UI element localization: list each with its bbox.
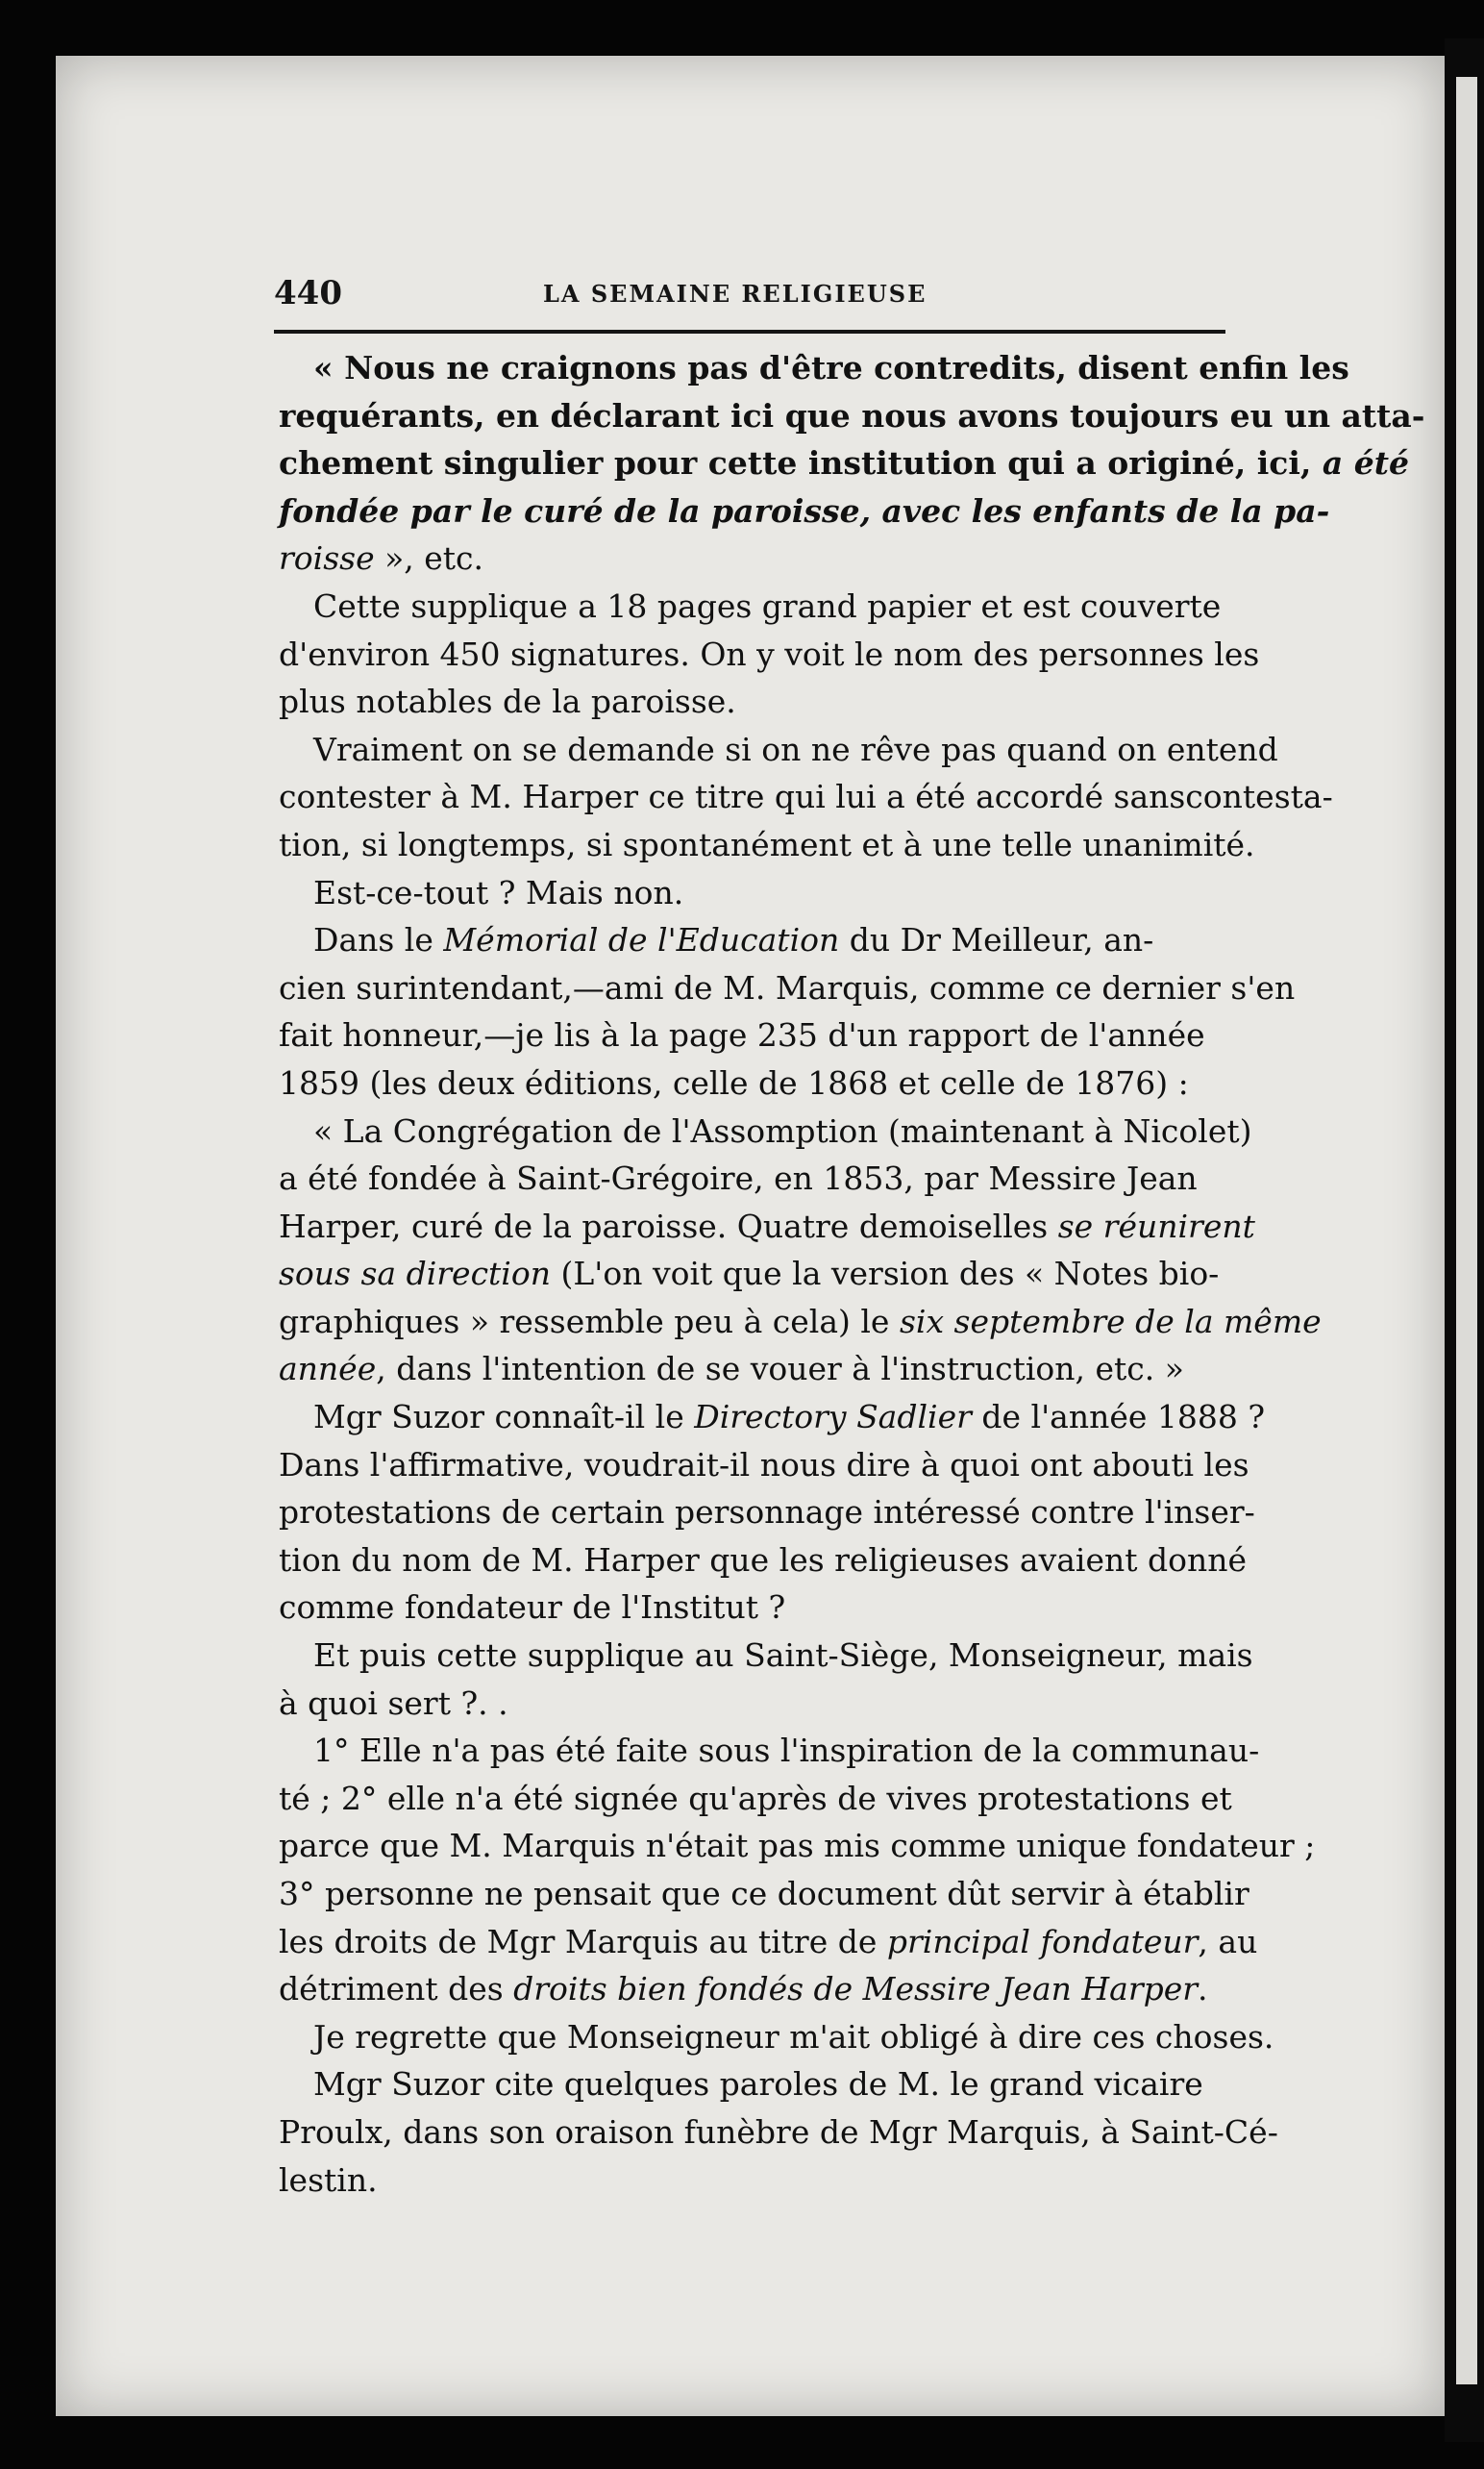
text-run: protestations de certain personnage intéressé contre l'inser- (279, 1493, 1255, 1532)
text-line (279, 2060, 1249, 2108)
italic-text: principal fondateur (886, 1922, 1199, 1960)
text-line (279, 1108, 1252, 1156)
text-line (279, 821, 1255, 869)
text-line (279, 869, 1249, 917)
text-run: Est-ce-tout ? Mais non. (313, 873, 684, 911)
adjacent-page-edge (1445, 38, 1484, 2442)
text-line (279, 916, 1249, 964)
text-line (279, 1011, 1249, 1060)
italic-text: année (279, 1350, 377, 1388)
text-line (279, 1250, 1249, 1298)
text-line (279, 1536, 1249, 1584)
text-line (279, 1918, 1258, 1966)
text-line (279, 1203, 1255, 1251)
text-line (279, 964, 1296, 1012)
text-line (279, 2013, 1274, 2061)
text-line (279, 392, 1425, 440)
text-run: Harper, curé de la paroisse. Quatre demoiselles (279, 1207, 1058, 1245)
text-line (279, 439, 1409, 487)
italic-text: Directory Sadlier (694, 1398, 972, 1436)
running-title: LA SEMAINE RELIGIEUSE (543, 280, 928, 308)
text-line (279, 1345, 1249, 1393)
text-line (279, 678, 1249, 726)
text-line (279, 726, 1278, 774)
text-run: tion du nom de M. Harper que les religieuses avaient donné (279, 1540, 1248, 1579)
italic-text: fondée par le curé de la paroisse, avec les enfants de la pa- (279, 491, 1330, 530)
text-line (279, 1298, 1322, 1346)
text-run: de l'année 1888 ? (971, 1398, 1266, 1436)
text-line (279, 1775, 1249, 1823)
italic-text: Mémorial de l'Education (443, 921, 840, 960)
text-run: graphiques » ressemble peu à cela) le (279, 1302, 900, 1340)
text-run: chement singulier pour cette institution qui a originé, ici, (279, 444, 1323, 483)
text-line (279, 583, 1249, 631)
text-run: 1° Elle n'a pas été faite sous l'inspiration de la communau- (313, 1732, 1260, 1770)
text-line (279, 1727, 1260, 1775)
text-run: détriment des (279, 1970, 514, 2008)
text-run: d'environ 450 signatures. On y voit le nom des personnes les (279, 635, 1260, 673)
text-line (279, 1393, 1266, 1441)
body-text (279, 344, 1425, 2204)
header-rule (274, 330, 1225, 334)
text-line (279, 773, 1333, 821)
text-line (279, 1965, 1249, 2013)
text-line (279, 1822, 1316, 1870)
italic-text: sous sa direction (279, 1255, 551, 1293)
italic-text: a été (1322, 444, 1409, 483)
text-line (279, 1632, 1253, 1680)
text-run: Je regrette que Monseigneur m'ait obligé à dire ces choses. (313, 2017, 1274, 2056)
text-run: », etc. (374, 539, 484, 578)
text-run: , au (1198, 1922, 1258, 1960)
text-line (279, 2157, 1249, 2205)
text-run: Vraiment on se demande si on ne rêve pas quand on entend (313, 730, 1278, 768)
text-run: Dans le (313, 921, 444, 960)
text-line (279, 631, 1260, 679)
text-line (279, 1870, 1249, 1918)
text-line (279, 535, 1249, 583)
text-run: contester à M. Harper ce titre qui lui a été accordé sanscontesta- (279, 778, 1333, 816)
text-line (279, 1584, 1249, 1632)
text-run: Proulx, dans son oraison funèbre de Mgr Marquis, à Saint-Cé- (279, 2112, 1278, 2151)
text-run: à quoi sert ?. . (279, 1683, 508, 1722)
text-run: , dans l'intention de se vouer à l'instruction, etc. » (376, 1350, 1184, 1388)
text-run: lestin. (279, 2160, 378, 2199)
text-run: . (1198, 1970, 1208, 2008)
text-run: Mgr Suzor cite quelques paroles de M. le grand vicaire (313, 2065, 1203, 2104)
text-run: du Dr Meilleur, an- (839, 921, 1154, 960)
page-header (274, 274, 1225, 322)
text-line (279, 1488, 1255, 1536)
text-run: cien surintendant,—ami de M. Marquis, comme ce dernier s'en (279, 968, 1296, 1007)
text-line (279, 2108, 1278, 2157)
page-number: 440 (274, 274, 342, 312)
text-run: comme fondateur de l'Institut ? (279, 1588, 786, 1627)
text-run: les droits de Mgr Marquis au titre de (279, 1922, 887, 1960)
text-run: tion, si longtemps, si spontanément et à une telle unanimité. (279, 825, 1255, 863)
italic-text: droits bien fondés de Messire Jean Harper (513, 1970, 1199, 2008)
text-line (279, 1155, 1249, 1203)
text-run: 1859 (les deux éditions, celle de 1868 et celle de 1876) : (279, 1063, 1189, 1102)
text-run: Et puis cette supplique au Saint-Siège, Monseigneur, mais (313, 1636, 1253, 1675)
text-run: (L'on voit que la version des « Notes bio- (550, 1255, 1220, 1293)
italic-text: roisse (279, 539, 375, 578)
text-run: Mgr Suzor connaît-il le (313, 1398, 695, 1436)
text-run: plus notables de la paroisse. (279, 683, 736, 721)
text-line (279, 1060, 1249, 1108)
text-line (279, 344, 1349, 392)
text-run: a été fondée à Saint-Grégoire, en 1853, par Messire Jean (279, 1160, 1198, 1198)
text-run: « La Congrégation de l'Assomption (maintenant à Nicolet) (313, 1111, 1252, 1150)
text-run: parce que M. Marquis n'était pas mis comme unique fondateur ; (279, 1827, 1316, 1865)
text-run: 3° personne ne pensait que ce document dût servir à établir (279, 1875, 1249, 1912)
text-line (279, 1441, 1249, 1489)
text-run: té ; 2° elle n'a été signée qu'après de vives protestations et (279, 1779, 1232, 1817)
text-run: requérants, en déclarant ici que nous avons toujours eu un atta- (279, 396, 1425, 435)
text-run: « Nous ne craignons pas d'être contredits, disent enfin les (313, 349, 1349, 387)
text-line (279, 1680, 1249, 1728)
text-line (279, 487, 1330, 536)
italic-text: se réunirent (1057, 1207, 1255, 1245)
text-run: Dans l'affirmative, voudrait-il nous dire à quoi ont abouti les (279, 1445, 1249, 1484)
italic-text: six septembre de la même (899, 1302, 1322, 1340)
text-run: fait honneur,—je lis à la page 235 d'un rapport de l'année (279, 1016, 1205, 1055)
text-run: Cette supplique a 18 pages grand papier et est couverte (313, 586, 1222, 625)
